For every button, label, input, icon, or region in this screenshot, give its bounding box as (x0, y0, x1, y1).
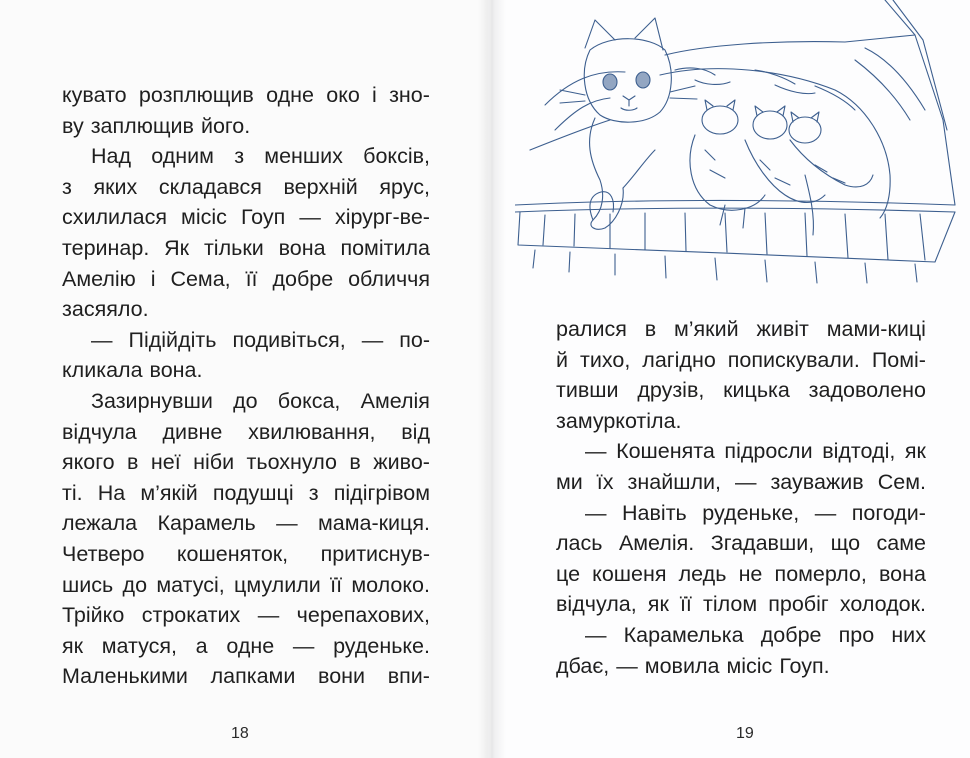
text-line: кувато розплющив одне око і зно- (62, 83, 430, 107)
text-line: теринар. Як тільки вона помітила (62, 235, 430, 260)
text-line: Зазирнувши до бокса, Амелія (91, 388, 430, 413)
text-line: схилилася місіс Гоуп — хірург-ве- (62, 205, 430, 230)
text-line: Четверо кошеняток, притиснув- (62, 541, 430, 566)
text-line: й тихо, лагідно попискували. Помі- (556, 347, 926, 372)
text-line: відчула, як її тілом пробіг холодок. (556, 592, 926, 617)
text-line: це кошеня ледь не померло, вона (556, 561, 926, 586)
text-line: замуркотіла. (556, 408, 682, 433)
text-line: ралися в м’який живіт мами-киці (556, 317, 926, 341)
text-line: відчула дивне хвилювання, від (62, 419, 430, 444)
text-line: тивши друзів, кицька задоволено (556, 378, 926, 403)
text-line: шись до матусі, цмулили її молоко. (62, 572, 430, 597)
page-number-left: 18 (231, 725, 249, 742)
text-line: кликала вона. (62, 358, 203, 383)
page-number-right: 19 (736, 725, 754, 742)
text-line: ми їх знайшли, — зауважив Сем. (556, 469, 926, 494)
text-line: — Навіть руденьке, — погоди- (585, 500, 926, 525)
text-line: Амелію і Сема, її добре обличчя (62, 266, 430, 291)
book-gutter (478, 0, 506, 758)
text-line: Над одним з менших боксів, (91, 144, 430, 169)
text-line: — Карамелька добре про них (585, 622, 926, 647)
cat-with-kittens-illustration (515, 0, 970, 285)
left-page-text (62, 80, 430, 692)
text-line: лежала Карамель — мама-киця. (62, 511, 430, 536)
text-line: дбає, — мовила місіс Гоуп. (556, 653, 830, 678)
text-line: — Кошенята підросли відтоді, як (585, 439, 926, 464)
text-line: з яких складався верхній ярус, (62, 174, 430, 199)
right-page-text (556, 314, 926, 681)
text-line: якого в неї ніби тьохнуло в живо- (62, 450, 430, 475)
text-line: — Підійдіть подивіться, — по- (91, 327, 430, 352)
text-line: лась Амелія. Згадавши, що саме (556, 531, 926, 556)
text-line: Трійко строкатих — черепахових, (62, 603, 430, 628)
text-line: ті. На м’якій подушці з підігрівом (62, 480, 430, 505)
text-line: Маленькими лапками вони впи- (62, 664, 430, 689)
text-line: як матуся, а одне — руденьке. (62, 633, 430, 658)
text-line: ву заплющив його. (62, 113, 251, 138)
text-line: засяяло. (62, 297, 149, 322)
